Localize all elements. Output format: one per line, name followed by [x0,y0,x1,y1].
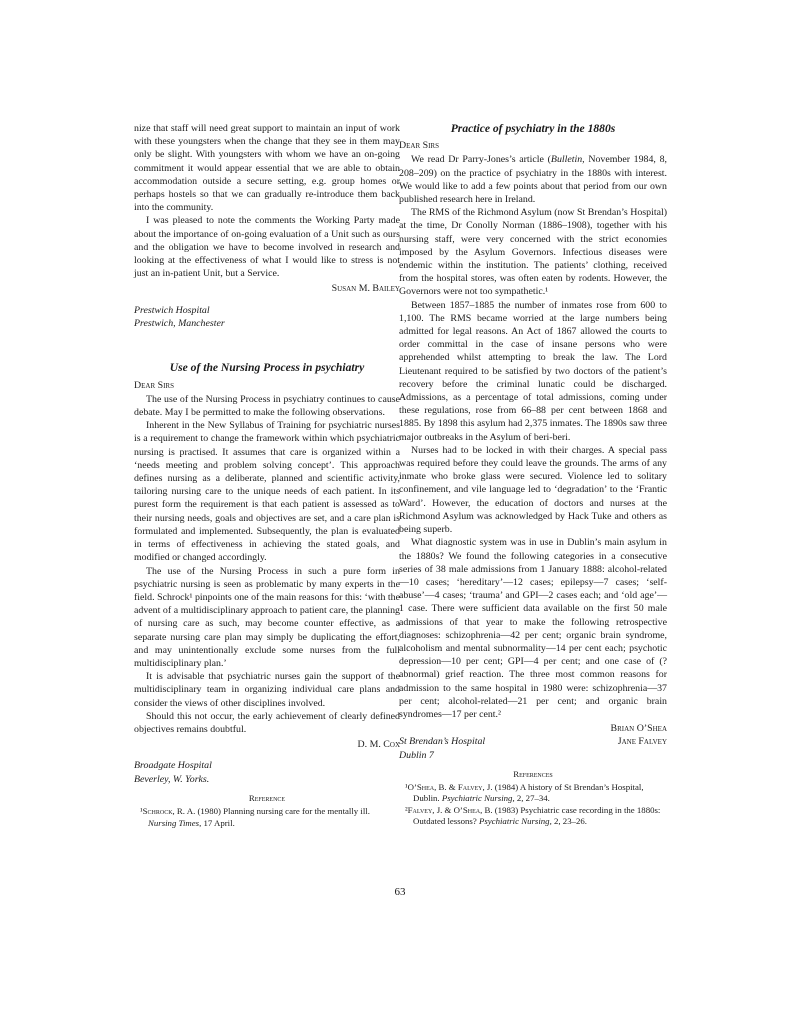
reference-text: (1980) Planning nursing care for the mentally ill. [195,806,370,817]
journal-name: Bulletin, [550,154,585,166]
left-column [134,122,400,829]
address-block [134,759,400,786]
paragraph [399,153,667,206]
reference-author: ¹O’Shea, B. & Falvey, J. [405,781,493,792]
paragraph: Inherent in the New Syllabus of Training for psychiatric nurses is a requirement to change the framework within which psychiatric nursing is practised. It assumes that care is organized within a ‘needs meeting and problem solving concept’. This approach defines nursing as a deliberate, planned and scientific activity, tailoring nursing care to the unique needs of each patient. In its purest form the requirement is that each patient is assessed as to their nursing needs, goals and objectives are set, and a care plan is formulated and implemented. Subsequently, the plan is evaluated in terms of effectiveness in achieving the stated goals, and modified or changed accordingly. [134,420,400,564]
reference-tail: 2, 23–26. [551,816,587,827]
reference-author: ²Falvey, J. & O’Shea, B. [405,804,493,815]
signature: Brian O’Shea [610,723,667,735]
article-title: Use of the Nursing Process in psychiatry [169,361,365,375]
reference-author: ¹Schrock, R. A. [140,806,196,817]
paragraph: Between 1857–1885 the number of inmates rose from 600 to 1,100. The RMS became worried at the large numbers being admitted for legal reasons. An Act of 1867 allowed the courts to order committal in the case of insane persons who were apprehended whilst attempting to break the law. The Lord Lieutenant required to be satisfied by two doctors of the patient’s recovery before the criminal lunatic could be discharged. Admissions, as a percentage of total admissions, coming under these regulations, rose from 66–88 per cent between 1868 and 1885. By 1898 this asylum had 2,375 inmates. The 1890s saw three major outbreaks in the Asylum of beri-beri. [399,299,667,443]
signature: D. M. Cox [357,739,400,751]
reference-entry [399,805,667,828]
paragraph: What diagnostic system was in use in Dublin’s main asylum in the 1880s? We found the following categories in a consecutive series of 38 male admissions from 1 January 1888: alcohol-related—10 cases; ‘hereditary’—12 cases; epilepsy—7 cases; ‘self-abuse’—4 cases; ‘trauma’ and GPI—2 cases each; and ‘old age’—1 case. There were sufficient data available on the first 50 male admissions of that year to make the following retrospective diagnoses: schizophrenia—42 per cent; organic brain syndrome, alcoholism and mental subnormality—14 per cent each; psychotic depression—10 per cent; GPI—4 per cent; and one case of (? abnormal) grief reaction. The three most common reasons for admission to the same hospital in 1980 were: schizophrenia—37 per cent; alcohol-related—21 per cent; and organic brain syndromes—17 per cent.² [399,537,667,720]
address-block [134,304,400,331]
paragraph: It is advisable that psychiatric nurses gain the support of the multidisciplinary team in organizing individual care plans and consider the views of other disciplines involved. [134,671,400,709]
right-column [399,122,667,828]
reference-journal: Nursing Times [148,817,200,828]
reference-tail: 2, 27–34. [514,793,550,804]
reference-heading: References [513,768,553,779]
paragraph: I was pleased to note the comments the Working Party made about the importance of on-going evaluation of a Unit such as ours and the obligation we have to become involved in research and looking at the effectiveness of what I would like to stress is not just an in-patient Unit, but a Service. [134,215,400,280]
paragraph: The RMS of the Richmond Asylum (now St Brendan’s Hospital) at the time, Dr Conolly Norman (1886–1908), together with his nursing staff, were very concerned with the strict economies imposed by the Asylum Governors. Infectious diseases were endemic within the institution. The patients’ clothing, received from the hospital stores, was often eaten by rodents. However, the Governors were not too sympathetic.¹ [399,207,667,298]
text-run: We read Dr Parry-Jones’s article ( [411,154,551,166]
reference-text: (1983) Psychiatric case recording in the 1880s: Outdated lessons? [413,804,661,827]
paragraph: The use of the Nursing Process in psychiatry continues to cause debate. May I be permitted to make the following observations. [134,393,400,419]
reference-heading: Reference [248,793,286,804]
reference-journal: Psychiatric Nursing, [441,793,515,804]
signature: Susan M. Bailey [331,283,400,295]
signature-row [399,735,667,748]
signature: Jane Falvey [617,736,667,748]
reference-journal: Psychiatric Nursing, [478,816,552,827]
reference-text: (1984) A history of St Brendan’s Hospital, Dublin. [413,781,644,804]
text-run: November 1984, 8, 208–209) on the practice of psychiatry in the 1880s with interest. We would like to add a few points about that period from our own published research here in Ireland. [399,154,667,206]
address-line: Prestwich Hospital [134,304,210,316]
reference-tail: , 17 April. [199,817,235,828]
address-line: St Brendan’s Hospital [399,736,486,748]
paragraph: Should this not occur, the early achievement of clearly defined objectives remains doubtful. [134,710,400,735]
paragraph: Nurses had to be locked in with their charges. A special pass was required before they could leave the grounds. The arms of any inmate who broke glass were secured. Violence led to solitary confinement, and vile language led to ‘degradation’ to the ‘Frantic Ward’. However, the education of doctors and nurses at the Richmond Asylum was acknowledged by Hack Tuke and others as being superb. [399,444,667,536]
address-line: Broadgate Hospital [134,760,212,772]
address-line: Prestwich, Manchester [134,318,225,330]
page-number: 63 [394,886,406,898]
salutation: Dear Sirs [399,140,439,152]
address-line: Dublin 7 [399,749,434,761]
article-title: Practice of psychiatry in the 1880s [450,122,616,135]
salutation: Dear Sirs [134,379,174,391]
address-line: Beverley, W. Yorks. [134,773,210,785]
paragraph: The use of the Nursing Process in such a pure form in psychiatric nursing is seen as problematic by many experts in the field. Schrock¹ pinpoints one of the main reasons for this: ‘with the advent of a multidisciplinary approach to patient care, the planning of nursing care as such, may become counter effective, as a separate nursing care plan may simply be duplicating the effort, and may unintentionally exclude some nurses from the full multidisciplinary plan.’ [134,565,400,669]
reference-entry [134,806,400,829]
paragraph: nize that staff will need great support to maintain an input of work with these youngsters when the change that they see in them may only be slight. With youngsters with whom we have an on-going commitment it would appear essential that we are able to obtain accommodation outside a secure setting, e.g. group homes or perhaps hostels so that we can gradually re-introduce them back into the community. [134,123,400,214]
reference-entry [399,782,667,805]
